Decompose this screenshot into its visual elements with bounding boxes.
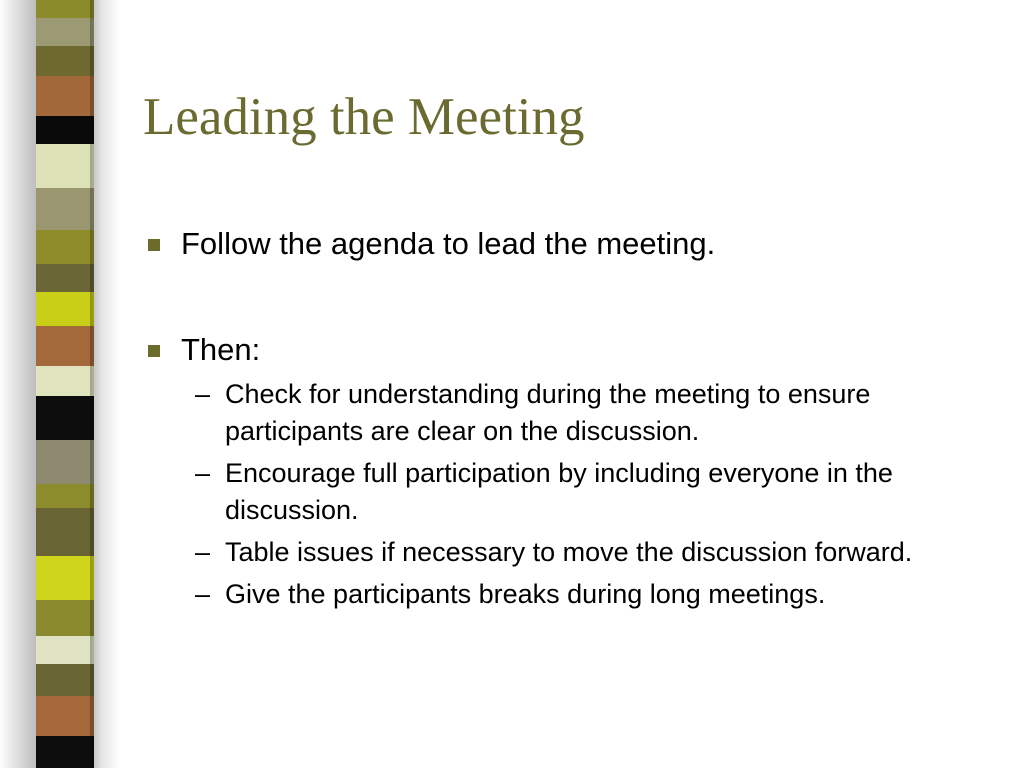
- stripe-band: [36, 736, 94, 768]
- dash-bullet: –: [195, 458, 211, 488]
- stripe-band: [36, 18, 94, 46]
- dash-bullet: –: [195, 579, 211, 609]
- stripe-band: [36, 230, 94, 264]
- slide-content: [143, 222, 1013, 613]
- stripe-band: [36, 696, 94, 736]
- sub-bullet-text: Give the participants breaks during long meetings.: [225, 579, 826, 609]
- dash-bullet: –: [195, 537, 211, 567]
- bullet-item: [143, 328, 1013, 372]
- stripe-band: [36, 440, 94, 484]
- stripe-band: [36, 366, 94, 396]
- sub-bullet-item: [143, 455, 1013, 529]
- sub-bullet-text: Table issues if necessary to move the discussion forward.: [225, 537, 913, 567]
- stripe-band: [36, 396, 94, 440]
- stripe-band: [36, 484, 94, 508]
- square-bullet-icon: [148, 345, 160, 357]
- stripe-band: [36, 600, 94, 636]
- stripe-band: [36, 76, 94, 116]
- stripe-band: [36, 292, 94, 326]
- stripe-band: [36, 188, 94, 230]
- slide-title: Leading the Meeting: [143, 88, 585, 146]
- stripe-band: [36, 0, 94, 18]
- stripe-left-shading: [0, 0, 40, 768]
- stripe-band: [36, 326, 94, 366]
- sub-bullet-item: [143, 576, 1013, 613]
- sub-bullet-text: Encourage full participation by including everyone in the discussion.: [225, 458, 893, 525]
- stripe-band: [36, 636, 94, 664]
- sub-bullet-item: [143, 376, 1013, 450]
- stripe-shadow: [90, 0, 120, 768]
- bullet-item: [143, 222, 1013, 266]
- bullet-text: Follow the agenda to lead the meeting.: [181, 226, 716, 261]
- stripe-band: [36, 46, 94, 76]
- bullet-text: Then:: [181, 332, 261, 367]
- stripe-band: [36, 508, 94, 556]
- sub-bullet-item: [143, 534, 1013, 571]
- stripe-band: [36, 556, 94, 600]
- dash-bullet: –: [195, 379, 211, 409]
- square-bullet-icon: [148, 239, 160, 251]
- decorative-stripe: [36, 0, 94, 768]
- sub-bullet-text: Check for understanding during the meeting to ensure participants are clear on the discussion.: [225, 379, 871, 446]
- stripe-band: [36, 664, 94, 696]
- stripe-band: [36, 264, 94, 292]
- stripe-band: [36, 116, 94, 144]
- stripe-band: [36, 144, 94, 188]
